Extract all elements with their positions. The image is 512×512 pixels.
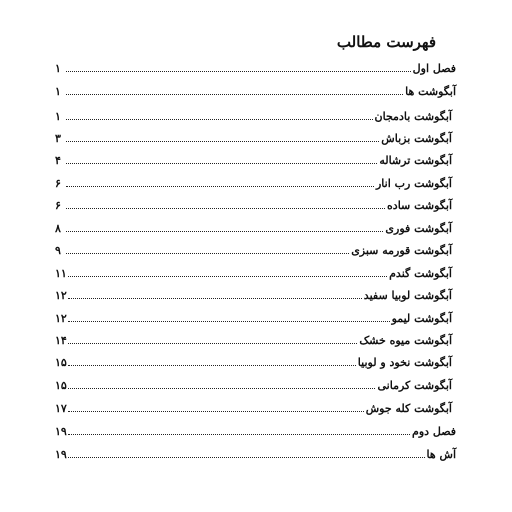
toc-entry-label: آبگوشت کرمانی (377, 379, 452, 392)
toc-entry-page: ۱۲ (55, 289, 67, 302)
dot-leader (66, 207, 385, 209)
dot-leader (68, 387, 376, 389)
toc-entry-label: آش ها (426, 448, 456, 461)
toc-entry[interactable] (55, 241, 452, 257)
toc-entry-page: ۱۷ (55, 402, 67, 415)
toc-entry[interactable] (55, 174, 452, 190)
toc-entry-page: ۱۹ (55, 448, 67, 461)
toc-entry[interactable] (55, 399, 452, 415)
dot-leader (66, 140, 379, 142)
toc-entry-label: فصل اول (412, 62, 456, 75)
toc-entry[interactable] (55, 376, 452, 392)
toc-entry-label: آبگوشت رب انار (375, 177, 452, 190)
toc-entry[interactable] (55, 286, 452, 302)
toc-entry-label: فصل دوم (412, 425, 456, 438)
toc-entry-label: آبگوشت فوری (385, 222, 452, 235)
toc-entry-page: ۳ (55, 132, 61, 145)
toc-entry[interactable] (55, 82, 456, 98)
toc-entry-label: آبگوشت میوه خشک (359, 334, 452, 347)
dot-leader (66, 70, 411, 72)
toc-entry-label: آبگوشت قورمه سبزی (351, 244, 452, 257)
toc-entry[interactable] (55, 264, 452, 280)
dot-leader (68, 320, 390, 322)
toc-entry[interactable] (55, 445, 456, 461)
dot-leader (66, 230, 383, 232)
toc-entry[interactable] (55, 196, 452, 212)
dot-leader (68, 297, 362, 299)
toc-entry-label: آبگوشت بزباش (381, 132, 452, 145)
toc-entry-label: آبگوشت لوبیا سفید (363, 289, 452, 302)
dot-leader (68, 364, 356, 366)
toc-entry-page: ۶ (55, 199, 61, 212)
toc-entry-page: ۱ (55, 110, 61, 123)
toc-entry-label: آبگوشت ترشاله (379, 154, 452, 167)
toc-entry-label: آبگوشت ها (405, 85, 456, 98)
toc-entry[interactable] (55, 309, 452, 325)
dot-leader (68, 342, 358, 344)
toc-entry[interactable] (55, 353, 452, 369)
toc-title: فهرست مطالب (336, 33, 436, 51)
toc-entry-page: ۴ (55, 154, 61, 167)
toc-entry-page: ۱۵ (55, 356, 67, 369)
dot-leader (66, 93, 403, 95)
dot-leader (68, 275, 387, 277)
toc-entry[interactable] (55, 219, 452, 235)
toc-entry-label: آبگوشت لیمو (391, 312, 452, 325)
dot-leader (66, 252, 349, 254)
toc-entry-label: آبگوشت نخود و لوبیا (357, 356, 452, 369)
dot-leader (68, 433, 410, 435)
dot-leader (66, 162, 377, 164)
dot-leader (68, 410, 364, 412)
toc-entry[interactable] (55, 331, 452, 347)
toc-entry[interactable] (55, 422, 456, 438)
toc-entry-page: ۱۴ (55, 334, 67, 347)
toc-entry-page: ۱۱ (55, 267, 67, 280)
toc-entry-page: ۸ (55, 222, 61, 235)
toc-entry-label: آبگوشت گندم (389, 267, 452, 280)
dot-leader (66, 118, 373, 120)
toc-entry-page: ۱ (55, 85, 61, 98)
toc-entry-label: آبگوشت بادمجان (374, 110, 452, 123)
toc-entry-page: ۱۹ (55, 425, 67, 438)
toc-entry-page: ۹ (55, 244, 61, 257)
toc-entry-page: ۱۵ (55, 379, 67, 392)
dot-leader (68, 456, 425, 458)
toc-entry-page: ۱۲ (55, 312, 67, 325)
dot-leader (66, 185, 374, 187)
toc-entry-page: ۱ (55, 62, 61, 75)
toc-entry[interactable] (55, 151, 452, 167)
toc-entry[interactable] (55, 107, 452, 123)
toc-entry-label: آبگوشت کله جوش (365, 402, 452, 415)
toc-entry-page: ۶ (55, 177, 61, 190)
toc-entry[interactable] (55, 129, 452, 145)
toc-entry[interactable] (55, 59, 456, 75)
toc-entry-label: آبگوشت ساده (387, 199, 452, 212)
